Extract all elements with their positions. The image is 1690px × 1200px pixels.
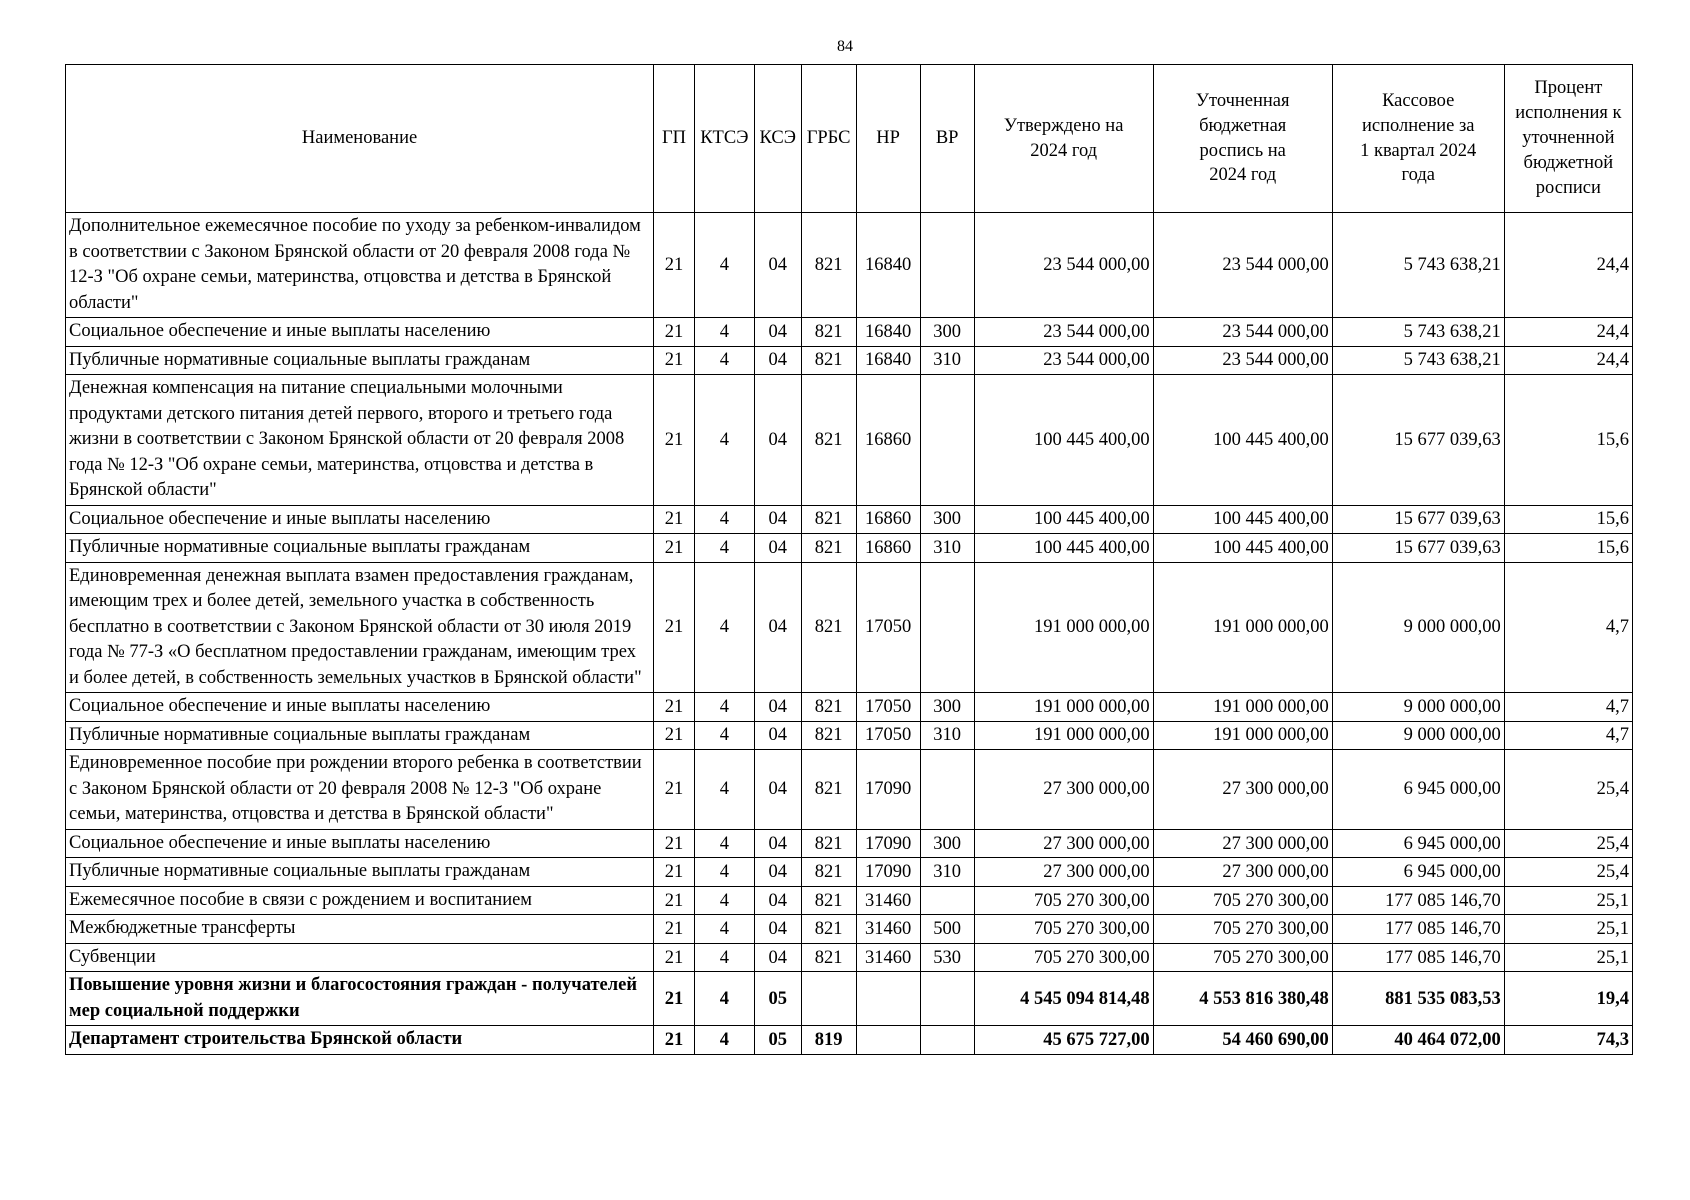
vr-cell <box>920 886 974 915</box>
cash-cell: 881 535 083,53 <box>1332 972 1504 1026</box>
vr-cell: 300 <box>920 505 974 534</box>
table-row <box>66 213 1633 318</box>
refined-cell: 705 270 300,00 <box>1153 886 1332 915</box>
grbs-cell <box>801 972 856 1026</box>
nr-cell: 17090 <box>856 750 920 830</box>
kse-cell: 05 <box>754 972 801 1026</box>
name-cell: Публичные нормативные социальные выплаты гражданам <box>66 534 654 563</box>
table-row <box>66 721 1633 750</box>
nr-cell: 17090 <box>856 829 920 858</box>
kse-cell: 04 <box>754 829 801 858</box>
header-kse: КСЭ <box>754 65 801 213</box>
percent-cell: 25,4 <box>1504 858 1632 887</box>
vr-cell: 530 <box>920 943 974 972</box>
vr-cell: 500 <box>920 915 974 944</box>
approved-cell: 191 000 000,00 <box>974 693 1153 722</box>
percent-cell: 25,4 <box>1504 829 1632 858</box>
gp-cell: 21 <box>654 750 695 830</box>
gp-cell: 21 <box>654 346 695 375</box>
vr-cell: 300 <box>920 318 974 347</box>
ktse-cell: 4 <box>694 213 754 318</box>
name-cell: Публичные нормативные социальные выплаты гражданам <box>66 858 654 887</box>
vr-cell: 300 <box>920 693 974 722</box>
kse-cell: 04 <box>754 213 801 318</box>
percent-cell: 4,7 <box>1504 721 1632 750</box>
refined-cell: 191 000 000,00 <box>1153 721 1332 750</box>
kse-cell: 04 <box>754 375 801 506</box>
approved-cell: 23 544 000,00 <box>974 213 1153 318</box>
kse-cell: 04 <box>754 915 801 944</box>
percent-cell: 15,6 <box>1504 375 1632 506</box>
ktse-cell: 4 <box>694 693 754 722</box>
kse-cell: 04 <box>754 750 801 830</box>
approved-cell: 100 445 400,00 <box>974 534 1153 563</box>
cash-cell: 177 085 146,70 <box>1332 915 1504 944</box>
nr-cell: 16840 <box>856 213 920 318</box>
kse-cell: 04 <box>754 534 801 563</box>
percent-cell: 24,4 <box>1504 318 1632 347</box>
percent-cell: 25,1 <box>1504 886 1632 915</box>
percent-cell: 25,1 <box>1504 943 1632 972</box>
cash-cell: 15 677 039,63 <box>1332 505 1504 534</box>
vr-cell <box>920 972 974 1026</box>
refined-cell: 705 270 300,00 <box>1153 943 1332 972</box>
refined-cell: 705 270 300,00 <box>1153 915 1332 944</box>
grbs-cell: 821 <box>801 886 856 915</box>
table-row <box>66 1026 1633 1055</box>
table-body <box>66 213 1633 1055</box>
table-row <box>66 318 1633 347</box>
approved-cell: 27 300 000,00 <box>974 829 1153 858</box>
approved-cell: 705 270 300,00 <box>974 886 1153 915</box>
kse-cell: 04 <box>754 721 801 750</box>
table-row <box>66 534 1633 563</box>
approved-cell: 23 544 000,00 <box>974 346 1153 375</box>
refined-cell: 54 460 690,00 <box>1153 1026 1332 1055</box>
grbs-cell: 821 <box>801 693 856 722</box>
header-vr: ВР <box>920 65 974 213</box>
grbs-cell: 821 <box>801 829 856 858</box>
gp-cell: 21 <box>654 915 695 944</box>
approved-cell: 100 445 400,00 <box>974 505 1153 534</box>
name-cell: Денежная компенсация на питание специальными молочными продуктами детского питания детей первого, второго и третьего года жизни в соответствии с Законом Брянской области от 20 февраля 2008 года № 12-З "Об охране семьи, материнства, отцовства и детства в Брянской области" <box>66 375 654 506</box>
gp-cell: 21 <box>654 972 695 1026</box>
ktse-cell: 4 <box>694 562 754 693</box>
gp-cell: 21 <box>654 858 695 887</box>
gp-cell: 21 <box>654 213 695 318</box>
percent-cell: 15,6 <box>1504 534 1632 563</box>
budget-table <box>65 64 1633 1055</box>
nr-cell: 31460 <box>856 943 920 972</box>
ktse-cell: 4 <box>694 915 754 944</box>
grbs-cell: 821 <box>801 943 856 972</box>
table-row <box>66 693 1633 722</box>
nr-cell: 17050 <box>856 721 920 750</box>
grbs-cell: 821 <box>801 534 856 563</box>
approved-cell: 705 270 300,00 <box>974 943 1153 972</box>
refined-cell: 100 445 400,00 <box>1153 375 1332 506</box>
vr-cell: 310 <box>920 721 974 750</box>
grbs-cell: 821 <box>801 375 856 506</box>
header-ktse: КТСЭ <box>694 65 754 213</box>
approved-cell: 27 300 000,00 <box>974 750 1153 830</box>
kse-cell: 04 <box>754 943 801 972</box>
name-cell: Единовременная денежная выплата взамен предоставления гражданам, имеющим трех и более детей, земельного участка в собственность бесплатно в соответствии с Законом Брянской области от 30 июля 2019 года № 77-З «О бесплатном предоставлении гражданам, имеющим трех и более детей, в собственность земельных участков в Брянской области" <box>66 562 654 693</box>
percent-cell: 15,6 <box>1504 505 1632 534</box>
nr-cell: 31460 <box>856 915 920 944</box>
percent-cell: 24,4 <box>1504 213 1632 318</box>
ktse-cell: 4 <box>694 318 754 347</box>
percent-cell: 25,4 <box>1504 750 1632 830</box>
nr-cell: 17090 <box>856 858 920 887</box>
nr-cell: 16860 <box>856 534 920 563</box>
ktse-cell: 4 <box>694 972 754 1026</box>
nr-cell: 16840 <box>856 318 920 347</box>
grbs-cell: 821 <box>801 721 856 750</box>
ktse-cell: 4 <box>694 943 754 972</box>
grbs-cell: 821 <box>801 858 856 887</box>
approved-cell: 705 270 300,00 <box>974 915 1153 944</box>
approved-cell: 191 000 000,00 <box>974 562 1153 693</box>
gp-cell: 21 <box>654 943 695 972</box>
ktse-cell: 4 <box>694 721 754 750</box>
cash-cell: 177 085 146,70 <box>1332 943 1504 972</box>
vr-cell <box>920 1026 974 1055</box>
gp-cell: 21 <box>654 375 695 506</box>
nr-cell <box>856 972 920 1026</box>
vr-cell <box>920 562 974 693</box>
header-percent: Процент исполнения к уточненной бюджетной росписи <box>1504 65 1632 213</box>
header-refined: Уточненная бюджетная роспись на 2024 год <box>1153 65 1332 213</box>
cash-cell: 6 945 000,00 <box>1332 829 1504 858</box>
cash-cell: 5 743 638,21 <box>1332 318 1504 347</box>
nr-cell: 16860 <box>856 505 920 534</box>
table-row <box>66 750 1633 830</box>
refined-cell: 23 544 000,00 <box>1153 346 1332 375</box>
name-cell: Межбюджетные трансферты <box>66 915 654 944</box>
ktse-cell: 4 <box>694 534 754 563</box>
kse-cell: 04 <box>754 318 801 347</box>
header-name: Наименование <box>66 65 654 213</box>
gp-cell: 21 <box>654 721 695 750</box>
name-cell: Дополнительное ежемесячное пособие по уходу за ребенком-инвалидом в соответствии с Законом Брянской области от 20 февраля 2008 года № 12-З "Об охране семьи, материнства, отцовства и детства в Брянской области" <box>66 213 654 318</box>
refined-cell: 191 000 000,00 <box>1153 693 1332 722</box>
kse-cell: 05 <box>754 1026 801 1055</box>
header-row <box>66 65 1633 213</box>
gp-cell: 21 <box>654 318 695 347</box>
refined-cell: 23 544 000,00 <box>1153 213 1332 318</box>
gp-cell: 21 <box>654 829 695 858</box>
percent-cell: 25,1 <box>1504 915 1632 944</box>
refined-cell: 100 445 400,00 <box>1153 534 1332 563</box>
approved-cell: 27 300 000,00 <box>974 858 1153 887</box>
cash-cell: 6 945 000,00 <box>1332 858 1504 887</box>
approved-cell: 4 545 094 814,48 <box>974 972 1153 1026</box>
header-cash: Кассовое исполнение за 1 квартал 2024 года <box>1332 65 1504 213</box>
refined-cell: 27 300 000,00 <box>1153 858 1332 887</box>
vr-cell <box>920 213 974 318</box>
gp-cell: 21 <box>654 693 695 722</box>
kse-cell: 04 <box>754 505 801 534</box>
table-row <box>66 915 1633 944</box>
cash-cell: 9 000 000,00 <box>1332 721 1504 750</box>
ktse-cell: 4 <box>694 375 754 506</box>
percent-cell: 19,4 <box>1504 972 1632 1026</box>
approved-cell: 100 445 400,00 <box>974 375 1153 506</box>
refined-cell: 4 553 816 380,48 <box>1153 972 1332 1026</box>
vr-cell: 310 <box>920 346 974 375</box>
ktse-cell: 4 <box>694 886 754 915</box>
name-cell: Единовременное пособие при рождении второго ребенка в соответствии с Законом Брянской области от 20 февраля 2008 № 12-З "Об охране семьи, материнства, отцовства и детства в Брянской области" <box>66 750 654 830</box>
table-row <box>66 972 1633 1026</box>
grbs-cell: 821 <box>801 346 856 375</box>
ktse-cell: 4 <box>694 858 754 887</box>
gp-cell: 21 <box>654 534 695 563</box>
refined-cell: 27 300 000,00 <box>1153 829 1332 858</box>
table-row <box>66 829 1633 858</box>
vr-cell: 310 <box>920 534 974 563</box>
name-cell: Повышение уровня жизни и благосостояния граждан - получателей мер социальной поддержки <box>66 972 654 1026</box>
name-cell: Публичные нормативные социальные выплаты гражданам <box>66 346 654 375</box>
kse-cell: 04 <box>754 886 801 915</box>
gp-cell: 21 <box>654 1026 695 1055</box>
nr-cell: 17050 <box>856 562 920 693</box>
name-cell: Социальное обеспечение и иные выплаты населению <box>66 693 654 722</box>
cash-cell: 9 000 000,00 <box>1332 693 1504 722</box>
approved-cell: 191 000 000,00 <box>974 721 1153 750</box>
approved-cell: 45 675 727,00 <box>974 1026 1153 1055</box>
table-row <box>66 858 1633 887</box>
grbs-cell: 821 <box>801 505 856 534</box>
name-cell: Субвенции <box>66 943 654 972</box>
cash-cell: 177 085 146,70 <box>1332 886 1504 915</box>
table-row <box>66 375 1633 506</box>
nr-cell: 16840 <box>856 346 920 375</box>
name-cell: Ежемесячное пособие в связи с рождением и воспитанием <box>66 886 654 915</box>
vr-cell <box>920 750 974 830</box>
refined-cell: 27 300 000,00 <box>1153 750 1332 830</box>
name-cell: Социальное обеспечение и иные выплаты населению <box>66 318 654 347</box>
grbs-cell: 821 <box>801 915 856 944</box>
nr-cell: 17050 <box>856 693 920 722</box>
ktse-cell: 4 <box>694 750 754 830</box>
grbs-cell: 819 <box>801 1026 856 1055</box>
gp-cell: 21 <box>654 886 695 915</box>
kse-cell: 04 <box>754 858 801 887</box>
percent-cell: 24,4 <box>1504 346 1632 375</box>
cash-cell: 40 464 072,00 <box>1332 1026 1504 1055</box>
gp-cell: 21 <box>654 562 695 693</box>
grbs-cell: 821 <box>801 750 856 830</box>
percent-cell: 74,3 <box>1504 1026 1632 1055</box>
table-row <box>66 886 1633 915</box>
cash-cell: 15 677 039,63 <box>1332 534 1504 563</box>
nr-cell: 16860 <box>856 375 920 506</box>
ktse-cell: 4 <box>694 346 754 375</box>
vr-cell: 300 <box>920 829 974 858</box>
nr-cell <box>856 1026 920 1055</box>
ktse-cell: 4 <box>694 1026 754 1055</box>
table-row <box>66 346 1633 375</box>
cash-cell: 5 743 638,21 <box>1332 346 1504 375</box>
grbs-cell: 821 <box>801 562 856 693</box>
refined-cell: 23 544 000,00 <box>1153 318 1332 347</box>
name-cell: Социальное обеспечение и иные выплаты населению <box>66 505 654 534</box>
table-row <box>66 943 1633 972</box>
cash-cell: 5 743 638,21 <box>1332 213 1504 318</box>
ktse-cell: 4 <box>694 505 754 534</box>
name-cell: Социальное обеспечение и иные выплаты населению <box>66 829 654 858</box>
cash-cell: 15 677 039,63 <box>1332 375 1504 506</box>
table-row <box>66 562 1633 693</box>
nr-cell: 31460 <box>856 886 920 915</box>
cash-cell: 9 000 000,00 <box>1332 562 1504 693</box>
gp-cell: 21 <box>654 505 695 534</box>
vr-cell: 310 <box>920 858 974 887</box>
percent-cell: 4,7 <box>1504 693 1632 722</box>
header-nr: НР <box>856 65 920 213</box>
percent-cell: 4,7 <box>1504 562 1632 693</box>
refined-cell: 100 445 400,00 <box>1153 505 1332 534</box>
approved-cell: 23 544 000,00 <box>974 318 1153 347</box>
name-cell: Публичные нормативные социальные выплаты гражданам <box>66 721 654 750</box>
kse-cell: 04 <box>754 346 801 375</box>
cash-cell: 6 945 000,00 <box>1332 750 1504 830</box>
vr-cell <box>920 375 974 506</box>
name-cell: Департамент строительства Брянской области <box>66 1026 654 1055</box>
page-number: 84 <box>837 38 853 55</box>
refined-cell: 191 000 000,00 <box>1153 562 1332 693</box>
table-row <box>66 505 1633 534</box>
kse-cell: 04 <box>754 693 801 722</box>
kse-cell: 04 <box>754 562 801 693</box>
grbs-cell: 821 <box>801 318 856 347</box>
ktse-cell: 4 <box>694 829 754 858</box>
header-gp: ГП <box>654 65 695 213</box>
grbs-cell: 821 <box>801 213 856 318</box>
header-approved: Утверждено на 2024 год <box>974 65 1153 213</box>
header-grbs: ГРБС <box>801 65 856 213</box>
